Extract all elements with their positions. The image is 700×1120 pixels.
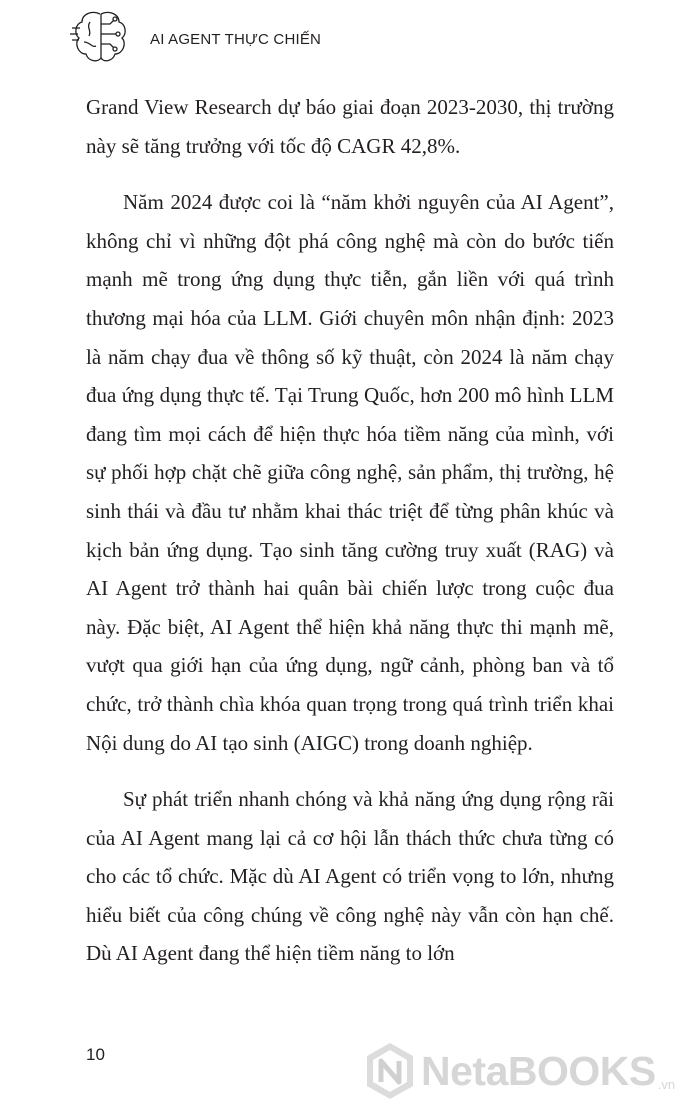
netabooks-logo-icon: [363, 1040, 417, 1102]
paragraph: Năm 2024 được coi là “năm khởi nguyên của AI Agent”, không chỉ vì những đột phá công nghệ mà còn do bước tiến mạnh mẽ trong ứng dụng thực tiễn, gắn liền với quá trình thương mại hóa của LLM. Giới chuyên môn nhận định: 2023 là năm chạy đua về thông số kỹ thuật, còn 2024 là năm chạy đua ứng dụng thực tế. Tại Trung Quốc, hơn 200 mô hình LLM đang tìm mọi cách để hiện thực hóa tiềm năng của mình, với sự phối hợp chặt chẽ giữa công nghệ, sản phẩm, thị trường, hệ sinh thái và đầu tư nhằm khai thác triệt để từng phân khúc và kịch bản ứng dụng. Tạo sinh tăng cường truy xuất (RAG) và AI Agent trở thành hai quân bài chiến lược trong cuộc đua này. Đặc biệt, AI Agent thể hiện khả năng thực thi mạnh mẽ, vượt qua giới hạn của ứng dụng, ngữ cảnh, phòng ban và tổ chức, trở thành chìa khóa quan trọng trong quá trình triển khai Nội dung do AI tạo sinh (AIGC) trong doanh nghiệp.: [86, 190, 614, 755]
paragraph: Grand View Research dự báo giai đoạn 2023-2030, thị trường này sẽ tăng trưởng với tốc độ CAGR 42,8%.: [86, 95, 614, 158]
brain-circuit-icon: [70, 8, 132, 66]
page-number: 10: [86, 1045, 105, 1064]
watermark-suffix: .vn: [657, 1077, 676, 1092]
running-header-title: AI AGENT THỰC CHIẾN: [150, 30, 322, 48]
paragraph: Sự phát triển nhanh chóng và khả năng ứng dụng rộng rãi của AI Agent mang lại cả cơ hội lẫn thách thức chưa từng có cho các tổ chức. Mặc dù AI Agent có triển vọng to lớn, nhưng hiểu biết của công chúng về công nghệ này vẫn còn hạn chế. Dù AI Agent đang thể hiện tiềm năng to lớn: [86, 787, 614, 966]
running-header: [70, 8, 321, 66]
watermark: [363, 1040, 675, 1102]
page-body: [86, 88, 614, 973]
watermark-text: NetaBOOKS: [421, 1047, 656, 1094]
